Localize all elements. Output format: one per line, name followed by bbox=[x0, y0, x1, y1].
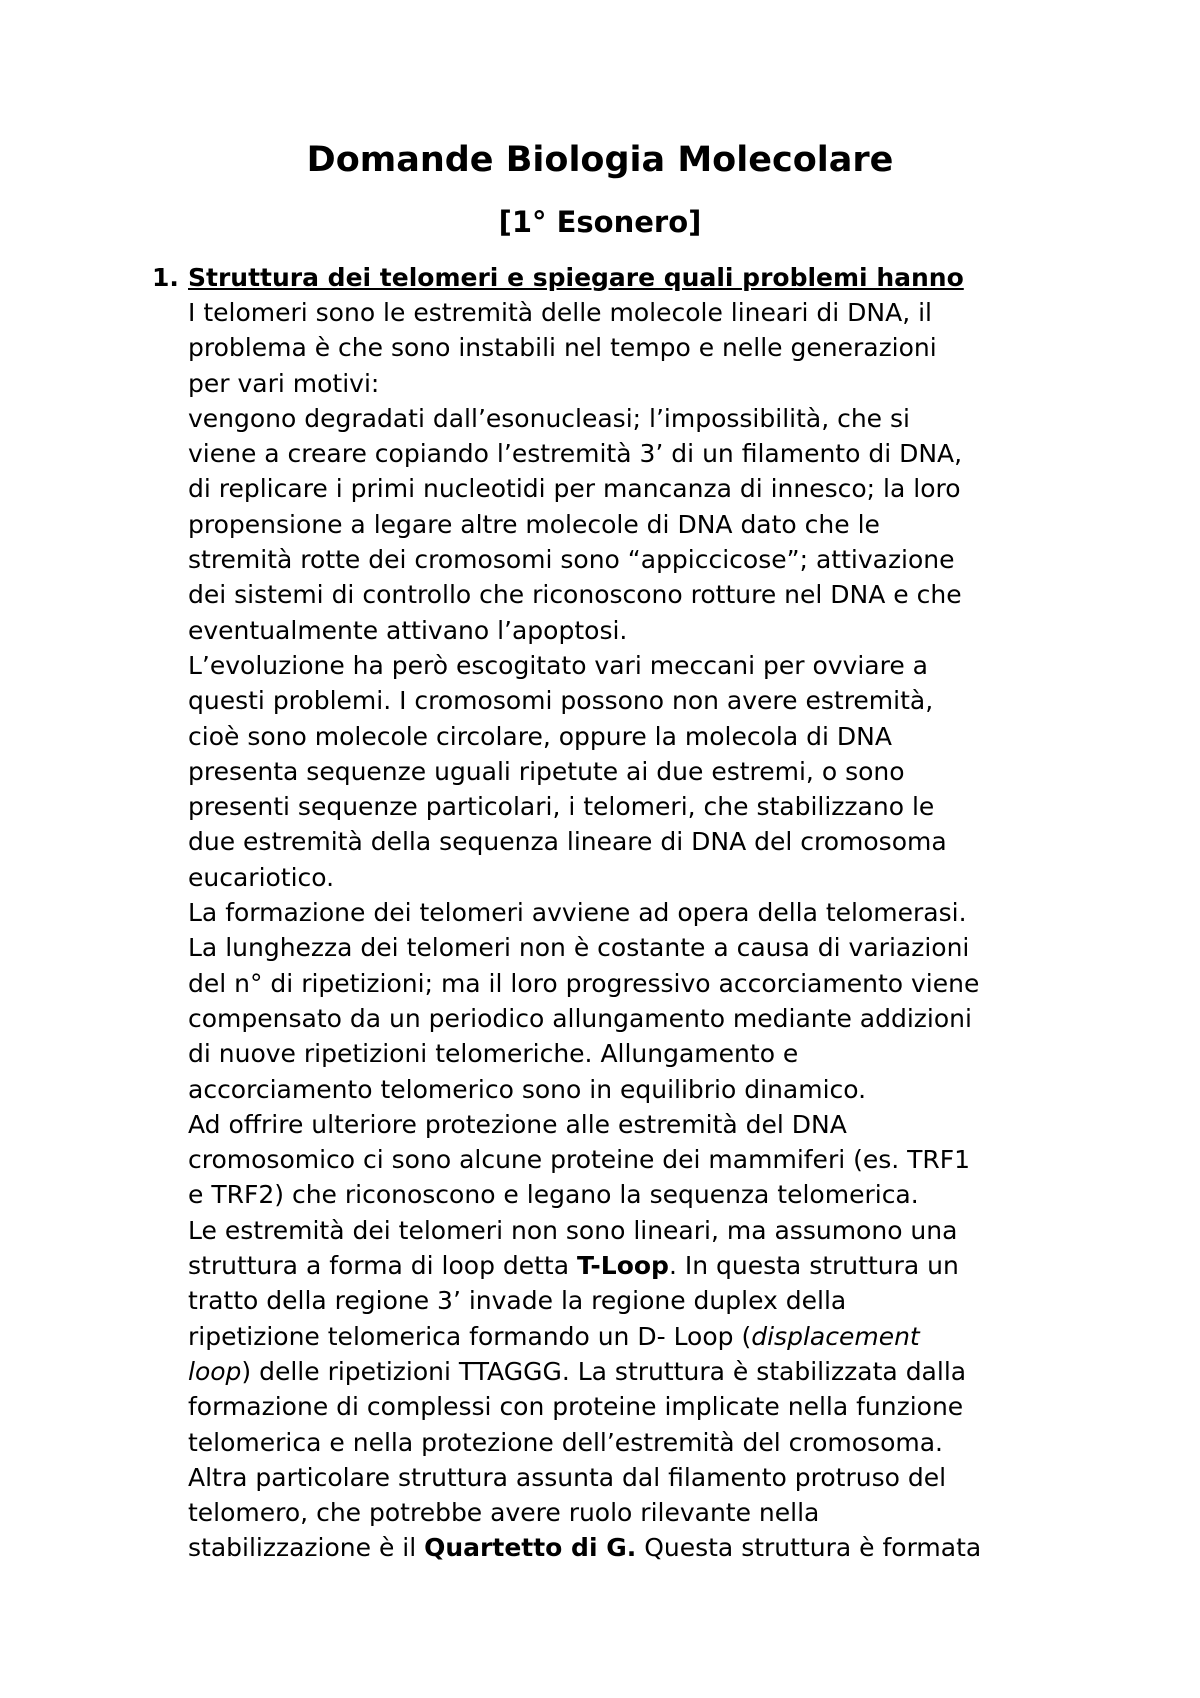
bold-term-t-loop: T-Loop bbox=[577, 1251, 669, 1281]
text-segment: Questa struttura è formata bbox=[636, 1533, 982, 1563]
text-line: presenta sequenze uguali ripetute ai due estremi, o sono bbox=[188, 756, 905, 786]
text-line: Le estremità dei telomeri non sono lineari, ma assumono una bbox=[188, 1215, 958, 1245]
text-line: del n° di ripetizioni; ma il loro progressivo accorciamento viene bbox=[188, 968, 980, 998]
text-line: I telomeri sono le estremità delle molecole lineari di DNA, il bbox=[188, 298, 932, 327]
text-line: La formazione dei telomeri avviene ad opera della telomerasi. bbox=[188, 898, 967, 928]
text-segment: ) delle ripetizioni TTAGGG. La struttura è stabilizzata dalla bbox=[241, 1356, 967, 1386]
text-line: eventualmente attivano l’apoptosi. bbox=[188, 615, 628, 645]
italic-term-loop: loop bbox=[188, 1356, 242, 1386]
text-line: viene a creare copiando l’estremità 3’ di un filamento di DNA, bbox=[188, 439, 963, 469]
text-line: stremità rotte dei cromosomi sono “appiccicose”; attivazione bbox=[188, 545, 955, 575]
text-line-dloop bbox=[188, 1319, 1088, 1354]
text-line: problema è che sono instabili nel tempo e nelle generazioni bbox=[188, 333, 937, 363]
text-line: L’evoluzione ha però escogitato vari meccani per ovviare a bbox=[188, 650, 929, 680]
text-line: telomerica e nella protezione dell’estremità del cromosoma. bbox=[188, 1427, 943, 1457]
text-line: Ad offrire ulteriore protezione alle estremità del DNA bbox=[188, 1109, 847, 1139]
text-line: due estremità della sequenza lineare di DNA del cromosoma bbox=[188, 827, 947, 857]
text-segment: . In questa struttura un bbox=[668, 1251, 959, 1281]
text-line: telomero, che potrebbe avere ruolo rilevante nella bbox=[188, 1498, 820, 1528]
answer-body bbox=[188, 295, 1088, 1566]
text-line: formazione di complessi con proteine implicate nella funzione bbox=[188, 1392, 964, 1422]
text-line: per vari motivi: bbox=[188, 368, 380, 398]
text-segment: stabilizzazione è il bbox=[188, 1533, 425, 1563]
text-line: dei sistemi di controllo che riconoscono rotture nel DNA e che bbox=[188, 580, 962, 610]
text-line: di nuove ripetizioni telomeriche. Allungamento e bbox=[188, 1039, 799, 1069]
text-line: cromosomico ci sono alcune proteine dei mammiferi (es. TRF1 bbox=[188, 1145, 971, 1175]
text-line: accorciamento telomerico sono in equilibrio dinamico. bbox=[188, 1074, 867, 1104]
text-line: presenti sequenze particolari, i telomeri, che stabilizzano le bbox=[188, 792, 935, 822]
document-subtitle: [1° Esonero] bbox=[498, 205, 702, 239]
text-line-quartetto bbox=[188, 1530, 1088, 1565]
question-number: 1. bbox=[152, 263, 179, 292]
question-title: Struttura dei telomeri e spiegare quali problemi hanno bbox=[188, 263, 964, 292]
text-line: e TRF2) che riconoscono e legano la sequenza telomerica. bbox=[188, 1180, 919, 1210]
text-line-tloop bbox=[188, 1248, 1088, 1283]
text-line: compensato da un periodico allungamento mediante addizioni bbox=[188, 1003, 972, 1033]
text-line: cioè sono molecole circolare, oppure la molecola di DNA bbox=[188, 721, 892, 751]
text-line: tratto della regione 3’ invade la regione duplex della bbox=[188, 1286, 847, 1316]
text-segment: struttura a forma di loop detta bbox=[188, 1251, 578, 1281]
text-line: vengono degradati dall’esonucleasi; l’impossibilità, che si bbox=[188, 403, 910, 433]
text-line: di replicare i primi nucleotidi per mancanza di innesco; la loro bbox=[188, 474, 961, 504]
text-segment: ripetizione telomerica formando un D- Loop ( bbox=[188, 1321, 752, 1351]
text-line: Altra particolare struttura assunta dal filamento protruso del bbox=[188, 1462, 947, 1492]
italic-term-displacement: displacement bbox=[751, 1321, 920, 1351]
text-line: eucariotico. bbox=[188, 862, 335, 892]
bold-term-quartetto: Quartetto di G. bbox=[424, 1533, 637, 1563]
document-title: Domande Biologia Molecolare bbox=[306, 140, 894, 180]
text-line-loop bbox=[188, 1354, 1088, 1389]
text-line: questi problemi. I cromosomi possono non avere estremità, bbox=[188, 686, 934, 716]
text-line: propensione a legare altre molecole di DNA dato che le bbox=[188, 509, 880, 539]
text-line: La lunghezza dei telomeri non è costante a causa di variazioni bbox=[188, 933, 970, 963]
